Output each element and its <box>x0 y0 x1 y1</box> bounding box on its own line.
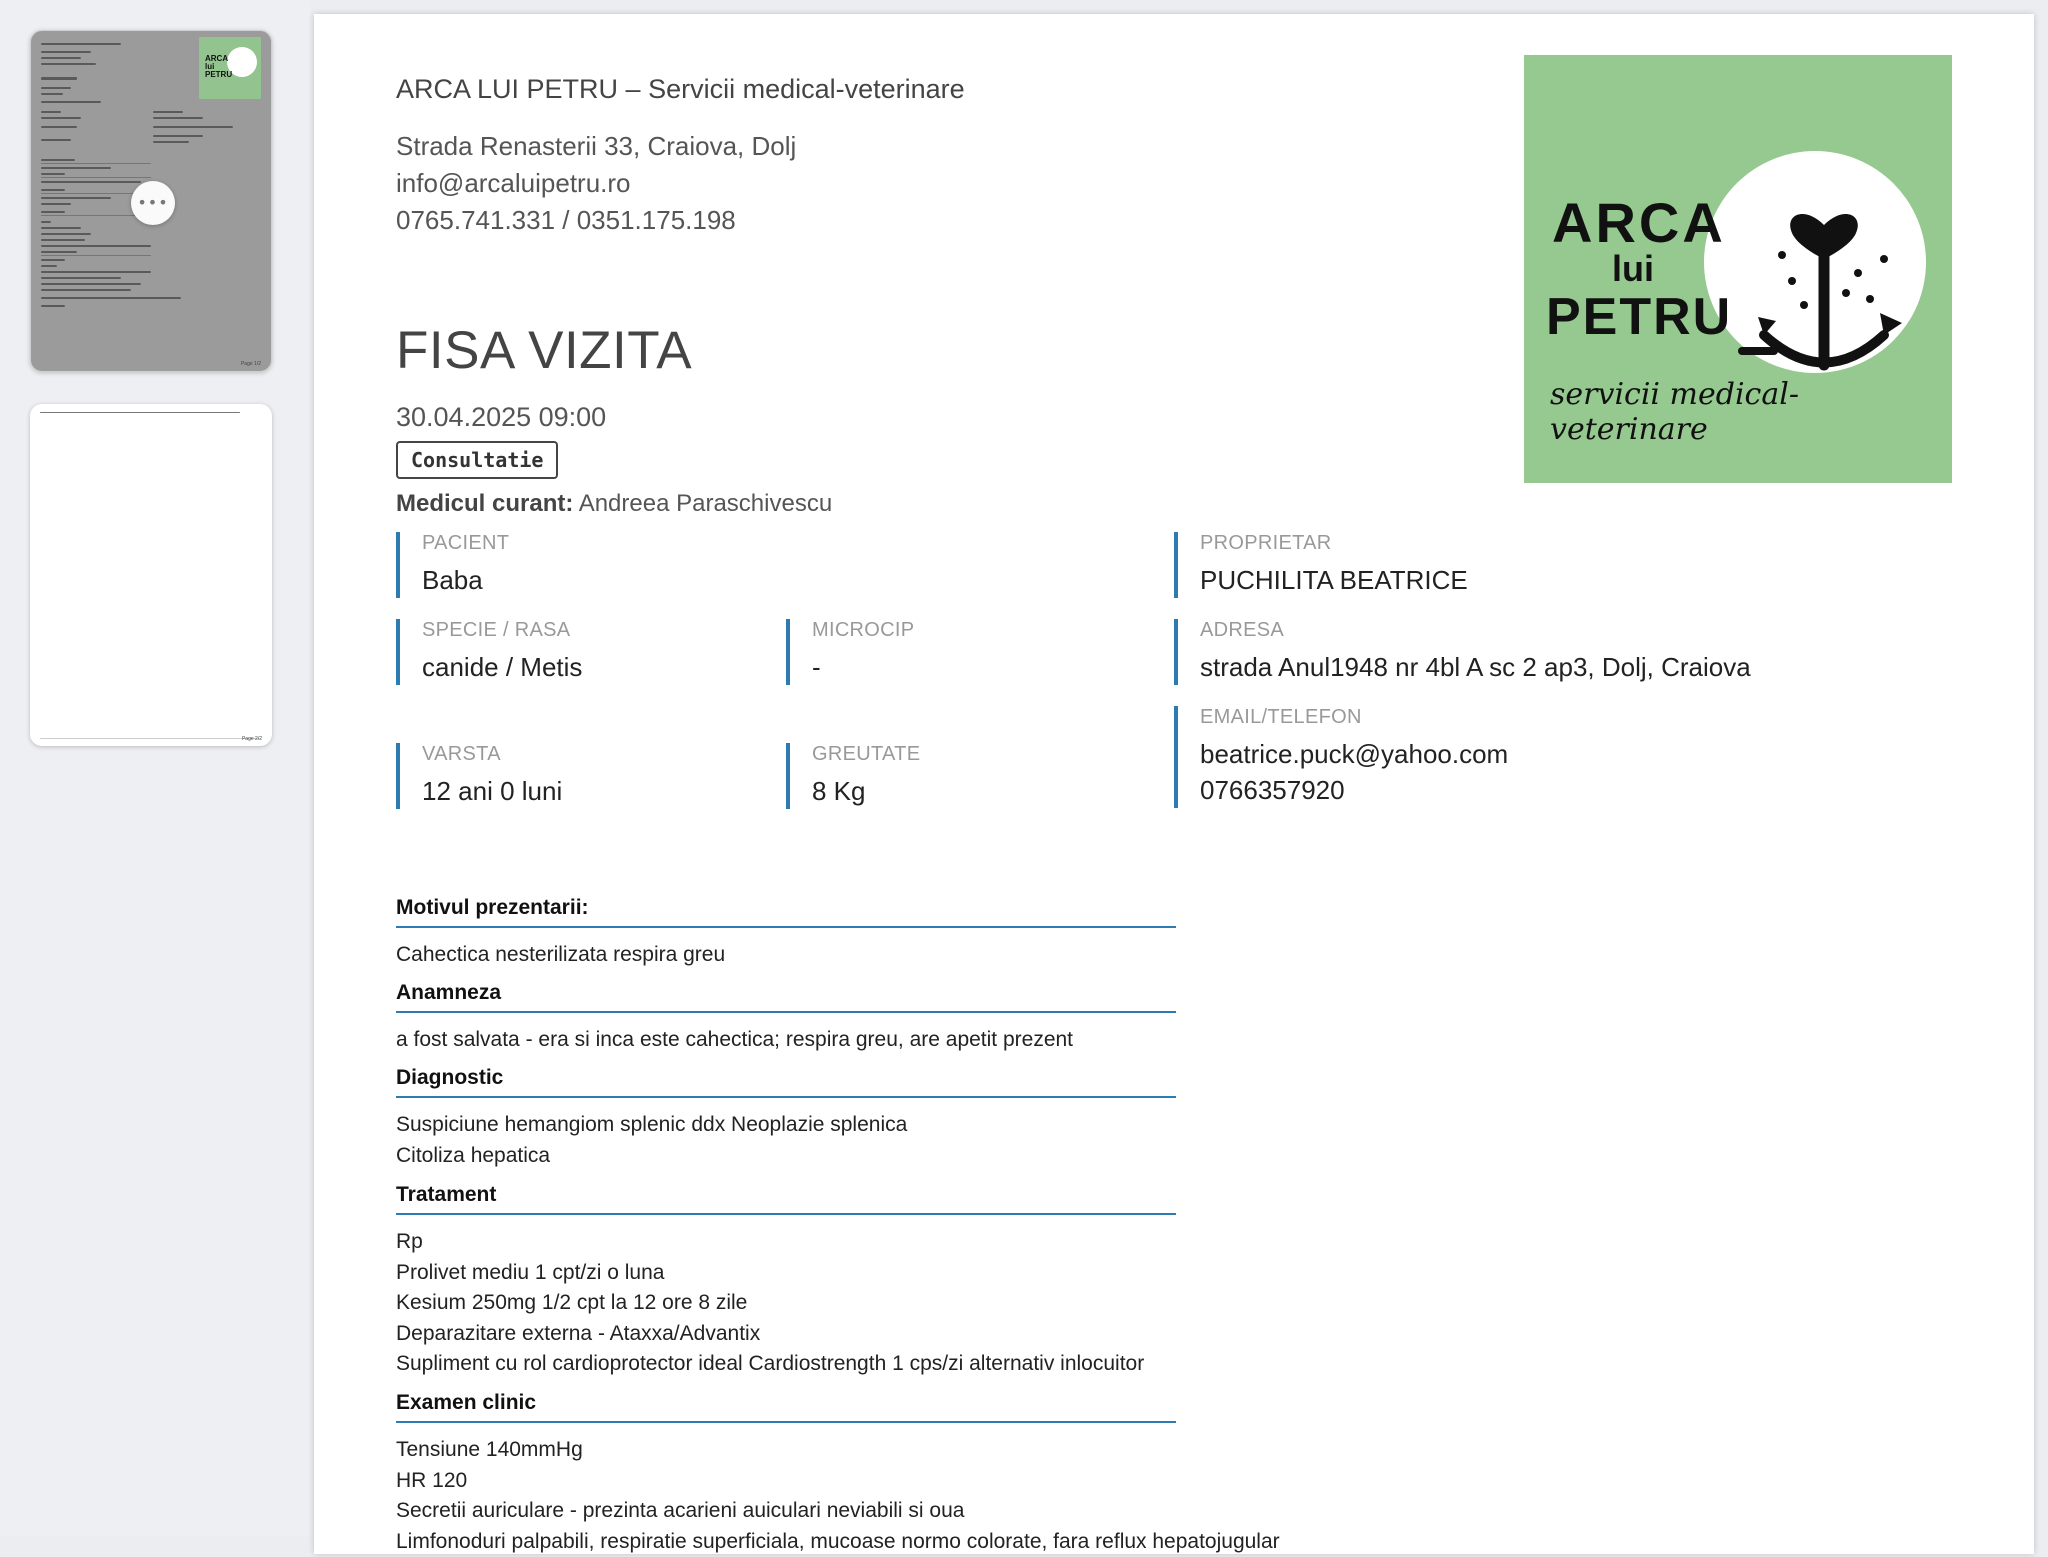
section-heading: Motivul prezentarii: <box>396 896 1176 928</box>
logo-text-petru: PETRU <box>1546 291 1732 343</box>
logo-text-lui: lui <box>1612 251 1654 287</box>
thumb-text-line <box>41 57 81 59</box>
clinic-phone: 0765.741.331 / 0351.175.198 <box>396 202 796 239</box>
section-heading: Anamneza <box>396 981 1176 1013</box>
thumb-title-line <box>41 77 77 80</box>
section-heading: Diagnostic <box>396 1066 1176 1098</box>
thumb-text-line <box>41 167 111 169</box>
section-line: HR 120 <box>396 1466 1176 1497</box>
document-title: FISA VIZITA <box>396 320 692 381</box>
thumb-text-line <box>41 259 65 261</box>
clinic-address: Strada Renasterii 33, Craiova, Dolj <box>396 128 796 165</box>
section-body <box>396 1025 1176 1056</box>
field-label: VARSTA <box>422 743 766 765</box>
section-diagnostic <box>396 1066 1176 1171</box>
page-thumbnail-1[interactable] <box>30 30 272 372</box>
doctor-name: Andreea Paraschivescu <box>579 490 832 517</box>
clinic-email: info@arcaluipetru.ro <box>396 165 796 202</box>
field-value: Baba <box>422 562 766 598</box>
page-thumbnails-sidebar <box>0 0 310 1536</box>
visit-datetime: 30.04.2025 09:00 <box>396 402 606 433</box>
field-specie-rasa <box>396 619 766 685</box>
thumb-text-line <box>41 51 91 53</box>
field-label: ADRESA <box>1200 619 1974 641</box>
document-page <box>314 14 2034 1554</box>
thumb-page-number: Page 1/2 <box>241 361 261 367</box>
field-value: 8 Kg <box>812 773 1156 809</box>
section-tratament <box>396 1183 1176 1380</box>
thumb-text-line <box>41 63 96 65</box>
thumb-text-line <box>41 277 121 279</box>
logo-tagline: servicii medical-veterinare <box>1550 377 1952 447</box>
field-value: canide / Metis <box>422 649 766 685</box>
thumb-text-line <box>153 126 233 128</box>
owner-email: beatrice.puck@yahoo.com <box>1200 736 1974 772</box>
section-anamneza <box>396 981 1176 1056</box>
section-heading: Examen clinic <box>396 1391 1176 1423</box>
thumb-text-line <box>40 412 240 413</box>
thumb-rule <box>41 177 151 178</box>
field-label: GREUTATE <box>812 743 1156 765</box>
thumb-text-line <box>41 233 91 235</box>
field-email-telefon <box>1174 706 1974 808</box>
thumb-text-line <box>41 271 151 273</box>
thumb-text-line <box>41 283 141 285</box>
thumb-text-line <box>41 101 101 103</box>
thumb-text-line <box>41 221 51 223</box>
thumb-text-line <box>41 203 71 205</box>
field-value: 12 ani 0 luni <box>422 773 766 809</box>
thumb-rule <box>41 163 151 164</box>
field-microcip <box>786 619 1156 685</box>
clinic-logo <box>1524 55 1952 483</box>
thumb-text-line <box>41 289 131 291</box>
thumb-text-line <box>41 181 141 183</box>
section-examen-clinic <box>396 1391 1176 1557</box>
attending-doctor <box>396 490 832 518</box>
field-value: strada Anul1948 nr 4bl A sc 2 ap3, Dolj, Craiova <box>1200 649 1974 685</box>
section-line: Kesium 250mg 1/2 cpt la 12 ore 8 zile <box>396 1288 1176 1319</box>
thumb-rule <box>41 255 151 256</box>
thumb-text-line <box>41 111 61 113</box>
thumb-text-line <box>41 126 77 128</box>
section-motiv <box>396 896 1176 971</box>
section-heading: Tratament <box>396 1183 1176 1215</box>
field-adresa <box>1174 619 1974 685</box>
field-label: PACIENT <box>422 532 766 554</box>
thumb-text-line <box>41 197 111 199</box>
thumb-text-line <box>41 43 121 45</box>
thumb-footer-rule <box>40 738 260 739</box>
thumb-text-line <box>41 139 71 141</box>
page-thumbnail-2[interactable] <box>30 404 272 746</box>
thumb-text-line <box>41 159 75 161</box>
section-body <box>396 1227 1176 1380</box>
section-body <box>396 1110 1176 1171</box>
section-body <box>396 940 1176 971</box>
thumb-text-line <box>41 87 71 89</box>
logo-text-arca: ARCA <box>1552 195 1726 251</box>
clinic-contact <box>396 128 796 239</box>
owner-phone: 0766357920 <box>1200 772 1974 808</box>
section-line: Prolivet mediu 1 cpt/zi o luna <box>396 1258 1176 1289</box>
field-label: PROPRIETAR <box>1200 532 1974 554</box>
thumb-text-line <box>41 251 77 253</box>
thumb-text-line <box>41 189 65 191</box>
thumb-text-line <box>41 93 63 95</box>
field-value: PUCHILITA BEATRICE <box>1200 562 1974 598</box>
thumb-text-line <box>41 305 65 307</box>
thumb-logo: ARCA lui PETRU <box>199 37 261 99</box>
ellipsis-icon: ••• <box>137 193 168 212</box>
section-line: Secretii auriculare - prezinta acarieni auiculari neviabili si oua <box>396 1496 1176 1527</box>
field-varsta <box>396 743 766 809</box>
thumb-text-line <box>153 135 203 137</box>
section-line: Deparazitare externa - Ataxxa/Advantix <box>396 1319 1176 1350</box>
anchor-heart-icon <box>1734 175 1914 375</box>
section-line: Supliment cu rol cardioprotector ideal Cardiostrength 1 cps/zi alternativ inlocuitor <box>396 1349 1176 1380</box>
thumb-text-line <box>153 117 203 119</box>
thumb-text-line <box>41 211 65 213</box>
thumb-text-line <box>41 245 151 247</box>
thumb-text-line <box>41 265 57 267</box>
visit-type-badge: Consultatie <box>396 441 558 479</box>
doctor-label: Medicul curant: <box>396 490 573 517</box>
field-greutate <box>786 743 1156 809</box>
thumb-text-line <box>41 227 81 229</box>
thumb-text-line <box>41 239 85 241</box>
section-line: Citoliza hepatica <box>396 1141 1176 1172</box>
thumb-text-line <box>41 173 65 175</box>
field-value <box>1200 736 1974 808</box>
more-options-button[interactable] <box>131 181 175 225</box>
section-line: Tensiune 140mmHg <box>396 1435 1176 1466</box>
thumb-page-number: Page 2/2 <box>242 736 262 742</box>
clinic-name: ARCA LUI PETRU – Servicii medical-veterinare <box>396 74 965 105</box>
section-line: Suspiciune hemangiom splenic ddx Neoplazie splenica <box>396 1110 1176 1141</box>
thumb-text-line <box>41 117 81 119</box>
field-proprietar <box>1174 532 1974 598</box>
field-label: SPECIE / RASA <box>422 619 766 641</box>
field-label: MICROCIP <box>812 619 1156 641</box>
field-label: EMAIL/TELEFON <box>1200 706 1974 728</box>
thumb-text-line <box>41 297 181 299</box>
thumb-text-line <box>153 141 189 143</box>
field-value: - <box>812 649 1156 685</box>
section-line: Limfonoduri palpabili, respiratie superficiala, mucoase normo colorate, fara reflux hepatojugular <box>396 1527 1176 1557</box>
section-line: Rp <box>396 1227 1176 1258</box>
section-line: a fost salvata - era si inca este cahectica; respira greu, are apetit prezent <box>396 1025 1176 1056</box>
field-pacient <box>396 532 766 598</box>
section-line: Cahectica nesterilizata respira greu <box>396 940 1176 971</box>
section-body <box>396 1435 1176 1557</box>
thumb-text-line <box>153 111 183 113</box>
